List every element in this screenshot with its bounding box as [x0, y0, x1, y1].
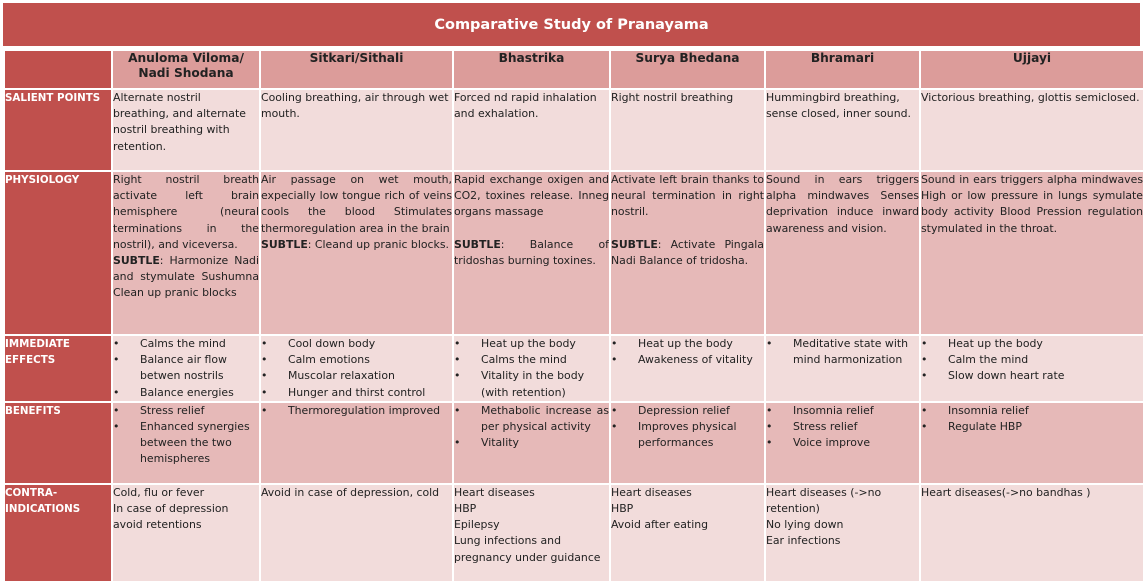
- bullet-icon: •: [261, 369, 268, 383]
- table-cell: [921, 336, 1143, 401]
- column-header: Anuloma Viloma/ Nadi Shodana: [113, 51, 259, 88]
- bullet-icon: •: [261, 337, 268, 350]
- table-cell: [766, 485, 919, 581]
- row-header: IMMEDIATE EFFECTS: [5, 336, 111, 401]
- cell-line: Heart diseases: [454, 485, 535, 499]
- row-header: BENEFITS: [5, 403, 111, 483]
- list-item: • Calms the mind: [454, 352, 609, 368]
- cell-line: Cold, flu or fever: [113, 485, 205, 499]
- bullet-icon: •: [113, 385, 120, 399]
- list-item: • Vitality: [454, 435, 609, 451]
- bullet-icon: •: [113, 337, 120, 350]
- row-header: SALIENT POINTS: [5, 90, 111, 170]
- table-cell: Alternate nostril breathing, and alternate nostril breathing with retention.: [113, 90, 259, 170]
- table-cell: [113, 403, 259, 483]
- table-cell: [454, 336, 609, 401]
- bullet-icon: •: [454, 436, 461, 450]
- table-cell: Sound in ears triggers alpha mindwaves High or low pressure in lungs symulate body activity Blood Pression regulation stymulated in the throat.: [921, 172, 1143, 334]
- table-cell: Right nostril breathing: [611, 90, 764, 170]
- subtle-text: : Activate Pingala Nadi Balance of tridosha.: [611, 237, 764, 267]
- table-cell: [454, 403, 609, 483]
- table-cell: [611, 485, 764, 581]
- table-cell: Hummingbird breathing, sense closed, inner sound.: [766, 90, 919, 170]
- cell-line: Heart diseases(->no bandhas ): [921, 485, 1091, 499]
- list-item: • Slow down heart rate: [921, 368, 1143, 384]
- row-salient-points: [5, 90, 1143, 170]
- list-item: • Muscolar relaxation: [261, 368, 452, 384]
- cell-text: Rapid exchange oxigen and CO2, toxines release. Inneg organs massage: [454, 173, 609, 219]
- subtle-label: SUBTLE: [611, 237, 658, 251]
- cell-line: HBP: [611, 502, 634, 516]
- list-item: • Insomnia relief: [766, 403, 919, 419]
- cell-line: Heart diseases: [611, 485, 692, 499]
- bullet-icon: •: [261, 403, 268, 417]
- cell-line: Heart diseases (->no retention): [766, 485, 882, 516]
- row-physiology: [5, 172, 1143, 334]
- column-header: Bhastrika: [454, 51, 609, 88]
- cell-line: No lying down: [766, 518, 844, 532]
- table-cell: [261, 403, 452, 483]
- list-item: • Calm the mind: [921, 352, 1143, 368]
- column-header: Surya Bhedana: [611, 51, 764, 88]
- bullet-icon: •: [261, 353, 268, 367]
- cell-text: Right nostril breath activate left brain hemisphere (neural terminations in the nostril), and viceversa.: [113, 173, 259, 251]
- cell-line: Avoid in case of depression, cold: [261, 485, 440, 499]
- cell-subtle: [454, 237, 609, 269]
- row-contra-indications: [5, 485, 1143, 581]
- table-cell: [454, 172, 609, 334]
- list-item: • Balance energies: [113, 385, 259, 401]
- bullet-icon: •: [454, 369, 461, 383]
- subtle-text: : Balance of tridoshas burning toxines.: [454, 237, 609, 267]
- table-cell: [611, 172, 764, 334]
- row-header: PHYSIOLOGY: [5, 172, 111, 334]
- table-cell: [261, 485, 452, 581]
- table-cell: [921, 485, 1143, 581]
- table-cell: [113, 172, 259, 334]
- list-item: • Heat up the body: [454, 336, 609, 352]
- corner-cell: [5, 51, 111, 88]
- table-cell: Forced nd rapid inhalation and exhalation.: [454, 90, 609, 170]
- column-header: Bhramari: [766, 51, 919, 88]
- table-cell: [113, 485, 259, 581]
- bullet-icon: •: [766, 436, 773, 450]
- table-cell: [113, 336, 259, 401]
- cell-text: Air passage on wet mouth, expecially low tongue rich of veins cools the blood Stimulates thermoregulation area in the brain: [261, 173, 452, 235]
- list-item: • Heat up the body: [921, 336, 1143, 352]
- bullet-icon: •: [261, 385, 268, 399]
- subtle-text: : Cleand up pranic blocks.: [307, 237, 449, 251]
- table-cell: [921, 403, 1143, 483]
- bullet-icon: •: [921, 353, 928, 367]
- cell-line: Ear infections: [766, 534, 841, 548]
- table-cell: Sound in ears triggers alpha mindwaves Senses deprivation induce inward awareness and vision.: [766, 172, 919, 334]
- cell-line: Lung infections and pregnancy under guidance: [454, 534, 601, 564]
- table-cell: [766, 403, 919, 483]
- cell-subtle: [611, 237, 764, 269]
- bullet-icon: •: [611, 403, 618, 417]
- table-cell: Cooling breathing, air through wet mouth.: [261, 90, 452, 170]
- table-cell: [611, 403, 764, 483]
- list-item: • Vitality in the body (with retention): [454, 369, 585, 399]
- table-cell: [611, 336, 764, 401]
- list-item: • Hunger and thirst control: [261, 385, 452, 401]
- bullet-icon: •: [921, 369, 928, 383]
- bullet-icon: •: [921, 403, 928, 417]
- bullet-icon: •: [113, 353, 120, 367]
- cell-text: Activate left brain thanks to neural termination in right nostril.: [611, 173, 764, 219]
- comparison-table: [3, 49, 1144, 583]
- bullet-icon: •: [454, 403, 461, 417]
- list-item: • Voice improve: [766, 435, 919, 451]
- bullet-icon: •: [611, 420, 618, 434]
- bullet-icon: •: [113, 420, 120, 434]
- table-cell: [454, 485, 609, 581]
- cell-line: Epilepsy: [454, 518, 500, 532]
- header-row: [5, 51, 1143, 88]
- bullet-icon: •: [454, 337, 461, 350]
- list-item: • Stress relief: [113, 403, 259, 419]
- bullet-icon: •: [921, 337, 928, 350]
- cell-line: Avoid after eating: [611, 518, 709, 532]
- table-cell: Victorious breathing, glottis semiclosed.: [921, 90, 1143, 170]
- column-header: Ujjayi: [921, 51, 1143, 88]
- row-benefits: [5, 403, 1143, 483]
- bullet-icon: •: [611, 353, 618, 367]
- list-item: • Insomnia relief: [921, 403, 1143, 419]
- list-item: • Meditative state with mind harmonization: [766, 337, 909, 367]
- list-item: • Depression relief: [611, 403, 764, 419]
- list-item: • Enhanced synergies between the two hemispheres: [113, 420, 250, 466]
- list-item: • Calms the mind: [113, 336, 259, 352]
- cell-line: In case of depression avoid retentions: [113, 502, 229, 532]
- list-item: • Balance air flow betwen nostrils: [113, 353, 227, 383]
- row-immediate-effects: [5, 336, 1143, 401]
- subtle-label: SUBTLE: [454, 237, 501, 251]
- bullet-icon: •: [766, 403, 773, 417]
- bullet-icon: •: [766, 337, 773, 350]
- list-item: • Stress relief: [766, 419, 919, 435]
- subtle-label: SUBTLE: [261, 237, 308, 251]
- list-item: • Improves physical performances: [611, 420, 737, 450]
- bullet-icon: •: [921, 420, 928, 434]
- subtle-label: SUBTLE: [113, 254, 160, 268]
- list-item: • Methabolic increase as per physical activity: [454, 403, 609, 434]
- table-title: Comparative Study of Pranayama: [3, 3, 1140, 46]
- bullet-icon: •: [766, 420, 773, 434]
- bullet-icon: •: [113, 403, 120, 417]
- table-cell: [766, 336, 919, 401]
- list-item: • Thermoregulation improved: [261, 403, 452, 419]
- column-header: Sitkari/Sithali: [261, 51, 452, 88]
- row-header: CONTRA- INDICATIONS: [5, 485, 111, 581]
- table-cell: [261, 336, 452, 401]
- table-cell: [261, 172, 452, 334]
- cell-subtle: [261, 238, 449, 251]
- list-item: • Calm emotions: [261, 352, 452, 368]
- list-item: • Cool down body: [261, 336, 452, 352]
- list-item: • Heat up the body: [611, 336, 764, 352]
- bullet-icon: •: [611, 337, 618, 350]
- cell-subtle: [113, 254, 259, 299]
- list-item: • Awakeness of vitality: [611, 352, 764, 368]
- cell-line: HBP: [454, 502, 477, 516]
- bullet-icon: •: [454, 353, 461, 367]
- list-item: • Regulate HBP: [921, 419, 1143, 435]
- subtle-text: : Harmonize Nadi and stymulate Sushumna Clean up pranic blocks: [113, 254, 259, 300]
